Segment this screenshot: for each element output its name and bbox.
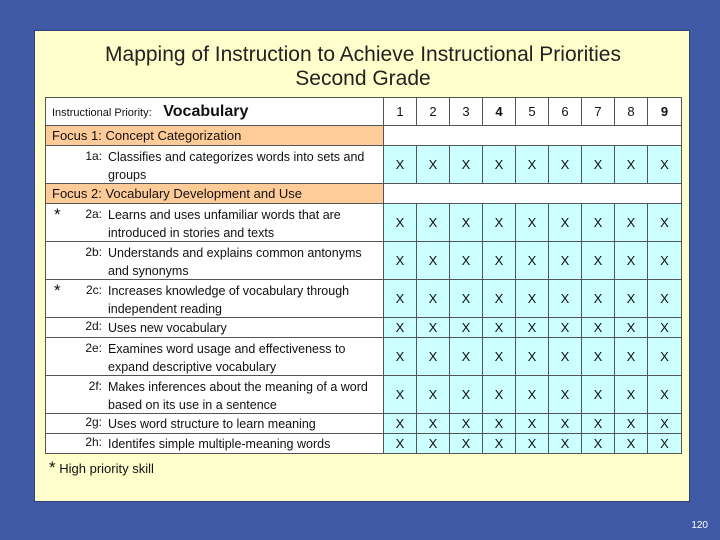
focus-2-blank [384,184,682,204]
mark-cell: X [615,338,648,376]
skill-code: 2b: [85,245,102,259]
mark-cell: X [615,434,648,454]
mark-cell: X [384,414,417,434]
skill-text: Classifies and categorizes words into sets and groups [108,150,365,182]
skill-cell [46,204,384,242]
mark-cell: X [615,318,648,338]
slide [34,30,690,502]
skill-cell [46,338,384,376]
mark-cell: X [417,338,450,376]
mark-cell: X [648,204,682,242]
priority-value: Vocabulary [163,102,249,120]
mapping-table [45,97,682,454]
mark-cell: X [483,146,516,184]
column-header-2: 2 [417,98,450,126]
mark-cell: X [417,280,450,318]
mark-cell: X [483,242,516,280]
mark-cell: X [549,434,582,454]
mark-cell: X [549,376,582,414]
mark-cell: X [417,414,450,434]
mark-cell: X [384,434,417,454]
mark-cell: X [450,338,483,376]
skill-cell [46,376,384,414]
priority-star-icon: * [54,205,61,224]
skill-text: Uses word structure to learn meaning [108,417,316,431]
mark-cell: X [450,204,483,242]
skill-code: 2e: [85,341,102,355]
mark-cell: X [615,204,648,242]
skill-row-2a [46,204,682,242]
mark-cell: X [417,434,450,454]
priority-label: Instructional Priority: [52,106,152,119]
mark-cell: X [516,434,549,454]
skill-cell [46,280,384,318]
mark-cell: X [582,376,615,414]
mark-cell: X [483,280,516,318]
focus-2-label: Focus 2: Vocabulary Development and Use [46,184,384,204]
mark-cell: X [384,280,417,318]
column-header-7: 7 [582,98,615,126]
skill-row-2h [46,434,682,454]
focus-1-blank [384,126,682,146]
skill-row-2e [46,338,682,376]
mark-cell: X [384,146,417,184]
skill-cell [46,242,384,280]
skill-text: Makes inferences about the meaning of a word based on its use in a sentence [108,380,368,412]
mark-cell: X [582,338,615,376]
mark-cell: X [582,242,615,280]
priority-star-icon: * [49,458,56,477]
column-header-6: 6 [549,98,582,126]
mark-cell: X [483,434,516,454]
mark-cell: X [549,146,582,184]
skill-row-2c [46,280,682,318]
mark-cell: X [549,280,582,318]
mark-cell: X [483,204,516,242]
skill-text: Increases knowledge of vocabulary through independent reading [108,284,350,316]
mark-cell: X [516,338,549,376]
mark-cell: X [615,376,648,414]
slide-title [35,43,691,91]
mark-cell: X [549,318,582,338]
mark-cell: X [582,414,615,434]
title-line-2: Second Grade [295,67,431,90]
skill-code: 2f: [88,379,102,393]
mark-cell: X [516,242,549,280]
mark-cell: X [549,242,582,280]
mark-cell: X [582,434,615,454]
mark-cell: X [417,318,450,338]
priority-star-icon: * [54,281,61,300]
skill-row-1a [46,146,682,184]
skill-text: Examines word usage and effectiveness to expand descriptive vocabulary [108,342,346,374]
mark-cell: X [450,280,483,318]
mark-cell: X [516,414,549,434]
skill-code: 1a: [85,149,102,163]
skill-text: Understands and explains common antonyms and synonyms [108,246,362,278]
mark-cell: X [417,376,450,414]
skill-row-2b [46,242,682,280]
mark-cell: X [516,146,549,184]
mark-cell: X [582,318,615,338]
skill-cell [46,146,384,184]
skill-code: 2g: [85,415,102,429]
skill-code: 2h: [85,435,102,449]
skill-text: Identifes simple multiple-meaning words [108,437,331,451]
mark-cell: X [648,280,682,318]
focus-1-label: Focus 1: Concept Categorization [46,126,384,146]
skill-text: Uses new vocabulary [108,321,227,335]
skill-text: Learns and uses unfamiliar words that are introduced in stories and texts [108,208,341,240]
skill-cell [46,434,384,454]
mark-cell: X [648,434,682,454]
mark-cell: X [549,338,582,376]
title-line-1: Mapping of Instruction to Achieve Instructional Priorities [105,43,621,66]
focus-row-2 [46,184,682,204]
mark-cell: X [648,318,682,338]
mark-cell: X [549,414,582,434]
mark-cell: X [450,434,483,454]
mark-cell: X [516,280,549,318]
mark-cell: X [615,414,648,434]
mark-cell: X [516,204,549,242]
mark-cell: X [417,146,450,184]
mark-cell: X [384,338,417,376]
mark-cell: X [450,318,483,338]
mark-cell: X [648,376,682,414]
column-header-3: 3 [450,98,483,126]
footnote-text: High priority skill [59,461,154,476]
mark-cell: X [549,204,582,242]
skill-cell [46,414,384,434]
column-header-9: 9 [648,98,682,126]
mark-cell: X [384,242,417,280]
mark-cell: X [417,242,450,280]
priority-cell [46,98,384,126]
column-header-4: 4 [483,98,516,126]
mark-cell: X [582,146,615,184]
mark-cell: X [582,204,615,242]
mark-cell: X [450,242,483,280]
mark-cell: X [483,414,516,434]
column-header-1: 1 [384,98,417,126]
mark-cell: X [450,146,483,184]
mark-cell: X [615,146,648,184]
mark-cell: X [648,146,682,184]
column-header-8: 8 [615,98,648,126]
focus-row-1 [46,126,682,146]
skill-cell [46,318,384,338]
mark-cell: X [648,242,682,280]
mark-cell: X [417,204,450,242]
mark-cell: X [450,376,483,414]
mark-cell: X [483,338,516,376]
skill-row-2d [46,318,682,338]
skill-row-2g [46,414,682,434]
skill-code: 2d: [85,319,102,333]
mark-cell: X [450,414,483,434]
skill-row-2f [46,376,682,414]
mark-cell: X [516,318,549,338]
mark-cell: X [582,280,615,318]
mark-cell: X [648,338,682,376]
page-number: 120 [691,520,708,531]
header-row [46,98,682,126]
mark-cell: X [384,376,417,414]
mark-cell: X [615,280,648,318]
mark-cell: X [384,318,417,338]
footnote [49,458,154,478]
mark-cell: X [483,318,516,338]
column-header-5: 5 [516,98,549,126]
mark-cell: X [615,242,648,280]
mark-cell: X [648,414,682,434]
skill-code: 2a: [85,207,102,221]
skill-code: 2c: [85,283,102,297]
mark-cell: X [384,204,417,242]
mark-cell: X [483,376,516,414]
mark-cell: X [516,376,549,414]
